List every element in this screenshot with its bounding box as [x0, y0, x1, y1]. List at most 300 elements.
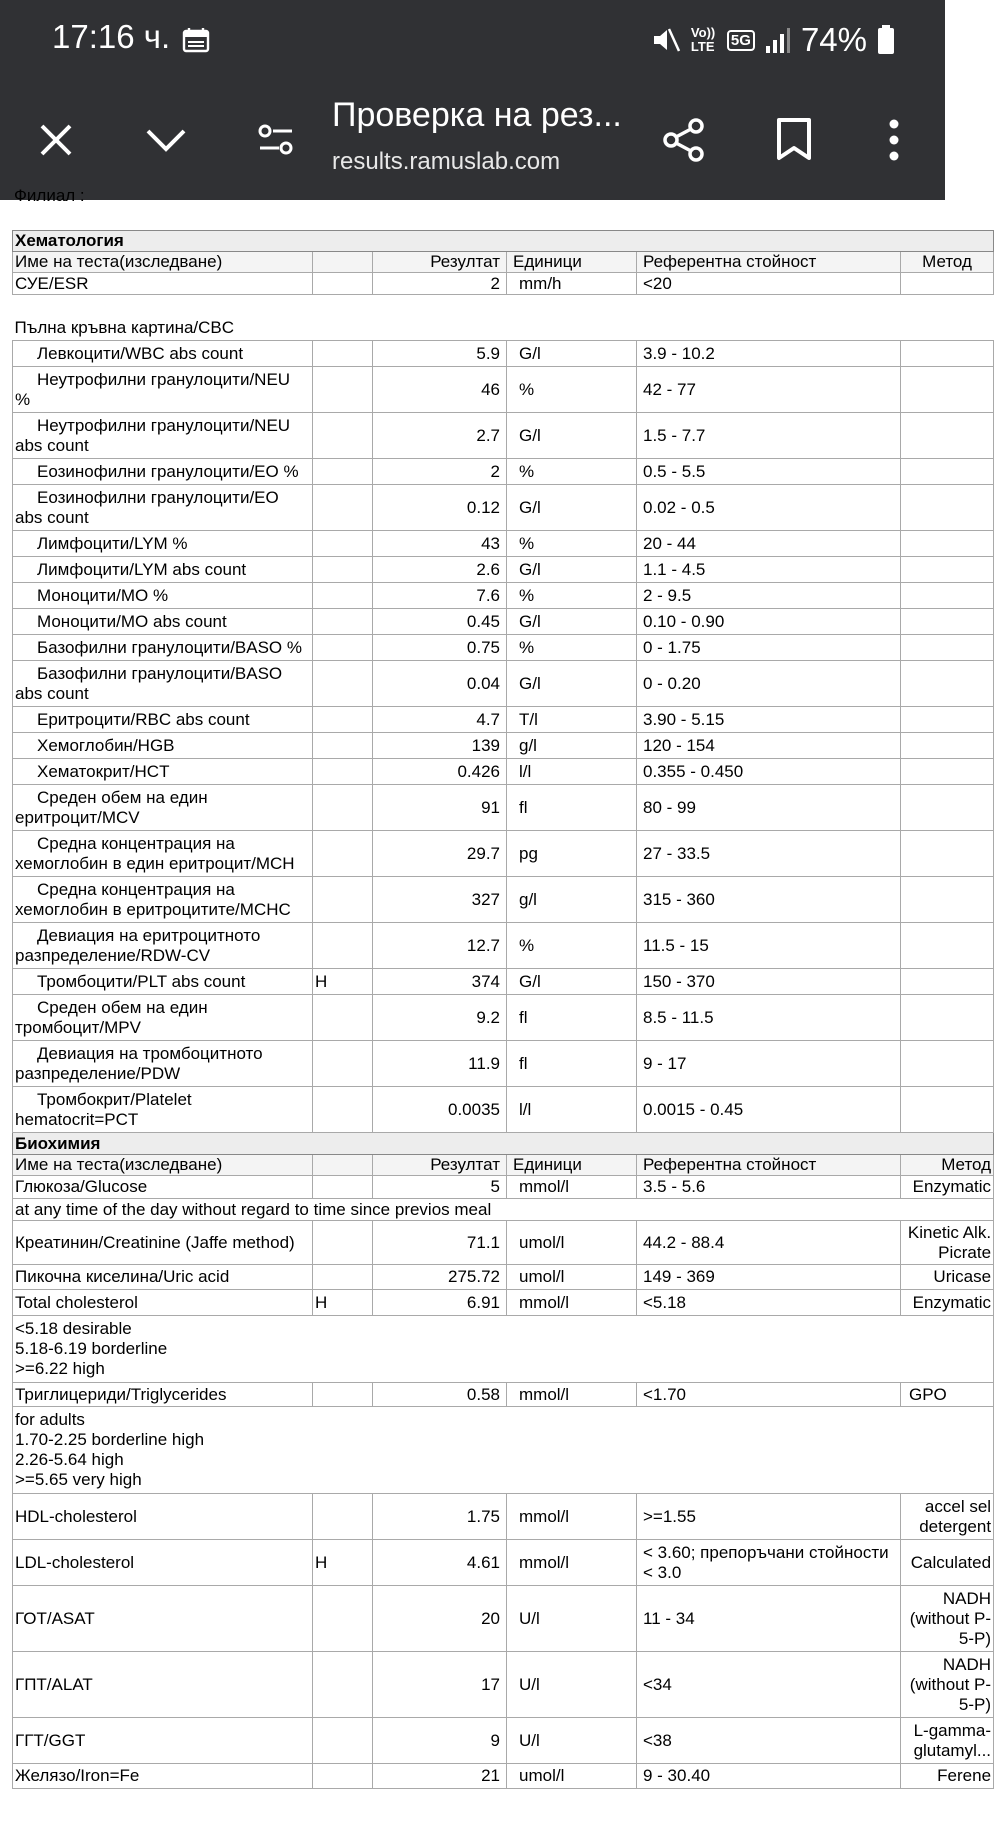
col-reference: Референтна стойност — [637, 252, 901, 273]
test-name — [13, 877, 313, 923]
cbc-title: Пълна кръвна картина/CBC — [13, 295, 994, 341]
test-name — [13, 923, 313, 969]
test-name — [13, 635, 313, 661]
table-row — [13, 1764, 994, 1789]
test-name — [13, 459, 313, 485]
test-name-line1: Моноцити/MO % — [37, 585, 169, 605]
test-flag — [313, 733, 373, 759]
table-row — [13, 413, 994, 459]
test-result: 12.7 — [373, 923, 507, 969]
test-name: LDL-cholesterol — [13, 1540, 313, 1586]
test-name-line2: abs count — [15, 683, 89, 703]
test-name-line1: Лимфоцити/LYM % — [37, 533, 188, 553]
col-result: Резултат — [373, 1155, 507, 1176]
test-flag — [313, 1041, 373, 1087]
test-units: umol/l — [507, 1764, 637, 1789]
test-result: 0.75 — [373, 635, 507, 661]
table-row — [13, 635, 994, 661]
test-units: mmol/l — [507, 1176, 637, 1199]
test-units: fl — [507, 785, 637, 831]
test-method — [901, 413, 994, 459]
test-name-line1: Девиация на еритроцитното — [37, 925, 261, 945]
test-name: Total cholesterol — [13, 1290, 313, 1316]
test-method — [901, 273, 994, 295]
test-flag: H — [313, 1290, 373, 1316]
test-flag — [313, 273, 373, 295]
test-units: % — [507, 459, 637, 485]
test-method — [901, 923, 994, 969]
note-row — [13, 1199, 994, 1221]
close-button[interactable] — [28, 112, 84, 168]
hematology-section — [13, 231, 994, 341]
test-name-line1: Среден обем на един — [37, 787, 208, 807]
test-flag — [313, 1176, 373, 1199]
test-reference: 9 - 30.40 — [637, 1764, 901, 1789]
test-method — [901, 459, 994, 485]
test-method: L-gamma-glutamyl... — [901, 1718, 994, 1764]
test-method — [901, 635, 994, 661]
test-units: G/l — [507, 557, 637, 583]
test-name: Креатинин/Creatinine (Jaffe method) — [13, 1221, 313, 1265]
test-name: ГГТ/GGT — [13, 1718, 313, 1764]
col-flag — [313, 1155, 373, 1176]
table-row — [13, 1290, 994, 1316]
page-url[interactable]: results.ramuslab.com — [332, 148, 561, 175]
test-result: 43 — [373, 531, 507, 557]
share-icon — [662, 118, 706, 162]
table-row — [13, 995, 994, 1041]
test-method: Calculated — [901, 1540, 994, 1586]
test-method — [901, 785, 994, 831]
test-name-line2: разпределение/RDW-CV — [15, 945, 211, 965]
test-reference: 2 - 9.5 — [637, 583, 901, 609]
test-units: mmol/l — [507, 1494, 637, 1540]
table-row — [13, 459, 994, 485]
test-flag — [313, 413, 373, 459]
test-result: 7.6 — [373, 583, 507, 609]
mute-icon — [651, 25, 681, 55]
table-row — [13, 1494, 994, 1540]
test-result: 9 — [373, 1718, 507, 1764]
test-result: 275.72 — [373, 1265, 507, 1290]
test-name — [13, 367, 313, 413]
test-reference: 150 - 370 — [637, 969, 901, 995]
table-row — [13, 1586, 994, 1652]
column-headers — [13, 1155, 994, 1176]
test-reference: 0.02 - 0.5 — [637, 485, 901, 531]
test-method: Ferene — [901, 1764, 994, 1789]
test-name: Желязо/Iron=Fe — [13, 1764, 313, 1789]
test-flag — [313, 1586, 373, 1652]
test-reference: < 3.60; препоръчани стойности < 3.0 — [637, 1540, 901, 1586]
test-method — [901, 1041, 994, 1087]
test-units: U/l — [507, 1718, 637, 1764]
more-vertical-icon — [887, 118, 901, 162]
test-name-line2: hematocrit=PCT — [15, 1109, 139, 1129]
battery-icon — [877, 25, 895, 55]
table-row — [13, 1540, 994, 1586]
col-units: Единици — [507, 252, 637, 273]
glucose-note: at any time of the day without regard to time since previos meal — [13, 1199, 994, 1221]
test-method — [901, 485, 994, 531]
note-row — [13, 1316, 994, 1383]
test-units: pg — [507, 831, 637, 877]
test-result: 139 — [373, 733, 507, 759]
test-method — [901, 1087, 994, 1133]
test-reference: 11.5 - 15 — [637, 923, 901, 969]
test-flag — [313, 1265, 373, 1290]
test-name: Триглицериди/Triglycerides — [13, 1383, 313, 1407]
test-result: 0.04 — [373, 661, 507, 707]
test-units: U/l — [507, 1586, 637, 1652]
test-units: mmol/l — [507, 1383, 637, 1407]
test-units: % — [507, 367, 637, 413]
table-row — [13, 1652, 994, 1718]
test-name-line1: Лимфоцити/LYM abs count — [37, 559, 247, 579]
test-method: accel sel detergent — [901, 1494, 994, 1540]
test-flag — [313, 531, 373, 557]
test-units: G/l — [507, 661, 637, 707]
test-reference: 8.5 - 11.5 — [637, 995, 901, 1041]
table-row — [13, 1221, 994, 1265]
signal-icon — [765, 26, 791, 54]
test-result: 71.1 — [373, 1221, 507, 1265]
test-name — [13, 831, 313, 877]
test-result: 11.9 — [373, 1041, 507, 1087]
test-result: 2 — [373, 273, 507, 295]
test-result: 0.12 — [373, 485, 507, 531]
test-name-line1: Неутрофилни гранулоцити/NEU — [37, 415, 291, 435]
test-reference: 315 - 360 — [637, 877, 901, 923]
test-name-line1: Хемоглобин/HGB — [37, 735, 175, 755]
section-header — [13, 231, 994, 252]
test-result: 0.0035 — [373, 1087, 507, 1133]
test-name-line2: тромбоцит/MPV — [15, 1017, 141, 1037]
col-units: Единици — [507, 1155, 637, 1176]
test-reference: 20 - 44 — [637, 531, 901, 557]
calendar-icon — [183, 28, 209, 52]
bookmark-button[interactable] — [766, 112, 822, 168]
test-method — [901, 531, 994, 557]
col-method: Метод — [901, 252, 994, 273]
test-units: % — [507, 583, 637, 609]
table-row — [13, 923, 994, 969]
test-result: 0.45 — [373, 609, 507, 635]
table-row — [13, 1176, 994, 1199]
status-icons — [651, 18, 895, 62]
share-button[interactable] — [656, 112, 712, 168]
test-name — [13, 707, 313, 733]
test-reference: 0.10 - 0.90 — [637, 609, 901, 635]
test-result: 1.75 — [373, 1494, 507, 1540]
test-name-line2: разпределение/PDW — [15, 1063, 181, 1083]
test-name — [13, 609, 313, 635]
test-reference: 1.5 - 7.7 — [637, 413, 901, 459]
results-table — [12, 230, 994, 1789]
test-units: mmol/l — [507, 1540, 637, 1586]
test-reference: 3.9 - 10.2 — [637, 341, 901, 367]
test-method — [901, 367, 994, 413]
table-row — [13, 1087, 994, 1133]
test-result: 46 — [373, 367, 507, 413]
test-name-line2: хемоглобин в един еритроцит/MCH — [15, 853, 295, 873]
test-method — [901, 969, 994, 995]
test-reference: <5.18 — [637, 1290, 901, 1316]
test-result: 4.7 — [373, 707, 507, 733]
table-row — [13, 531, 994, 557]
test-flag — [313, 877, 373, 923]
test-result: 2.7 — [373, 413, 507, 459]
test-name: ГПТ/ALAT — [13, 1652, 313, 1718]
test-name — [13, 583, 313, 609]
test-method — [901, 995, 994, 1041]
table-row — [13, 367, 994, 413]
test-reference: 27 - 33.5 — [637, 831, 901, 877]
status-bar — [0, 0, 945, 82]
section-title: Биохимия — [13, 1133, 994, 1155]
test-units: g/l — [507, 733, 637, 759]
col-test: Име на теста(изследване) — [13, 252, 313, 273]
col-reference: Референтна стойност — [637, 1155, 901, 1176]
table-row — [13, 661, 994, 707]
test-name-line1: Неутрофилни гранулоцити/NEU — [37, 369, 291, 389]
test-units: % — [507, 635, 637, 661]
test-flag — [313, 557, 373, 583]
browser-nav-bar — [0, 82, 945, 200]
test-name-line1: Тромбоцити/PLT abs count — [37, 971, 246, 991]
test-name-line1: Девиация на тромбоцитното — [37, 1043, 263, 1063]
test-result: 5.9 — [373, 341, 507, 367]
test-units: G/l — [507, 413, 637, 459]
test-flag — [313, 661, 373, 707]
test-units: l/l — [507, 1087, 637, 1133]
test-flag — [313, 341, 373, 367]
browser-top-bar — [0, 0, 945, 200]
test-reference: <34 — [637, 1652, 901, 1718]
test-method: NADH (without P-5-P) — [901, 1586, 994, 1652]
test-name — [13, 413, 313, 459]
test-units: mmol/l — [507, 1290, 637, 1316]
test-units: G/l — [507, 969, 637, 995]
test-result: 5 — [373, 1176, 507, 1199]
test-result: 20 — [373, 1586, 507, 1652]
test-name-line1: Еозинофилни гранулоцити/EO % — [37, 461, 299, 481]
biochemistry-section — [13, 1133, 994, 1789]
test-name — [13, 1087, 313, 1133]
test-name-line2: % — [15, 389, 31, 409]
test-name — [13, 759, 313, 785]
test-name — [13, 995, 313, 1041]
test-name-line1: Хематокрит/HCT — [37, 761, 170, 781]
test-result: 327 — [373, 877, 507, 923]
close-icon — [37, 121, 75, 159]
test-name-line2: abs count — [15, 435, 89, 455]
test-result: 9.2 — [373, 995, 507, 1041]
test-flag — [313, 1764, 373, 1789]
minimize-button[interactable] — [138, 112, 194, 168]
table-row — [13, 969, 994, 995]
test-method: Kinetic Alk. Picrate — [901, 1221, 994, 1265]
test-name — [13, 969, 313, 995]
test-result: 17 — [373, 1652, 507, 1718]
cut-off-label: Филиал : — [14, 186, 85, 205]
test-units: fl — [507, 1041, 637, 1087]
test-name-line1: Средна концентрация на — [37, 833, 235, 853]
test-name — [13, 785, 313, 831]
table-row — [13, 831, 994, 877]
test-name-line1: Еозинофилни гранулоцити/EO — [37, 487, 279, 507]
test-reference: <38 — [637, 1718, 901, 1764]
test-result: 21 — [373, 1764, 507, 1789]
test-result: 2.6 — [373, 557, 507, 583]
test-name-line1: Среден обем на един — [37, 997, 208, 1017]
test-reference: 120 - 154 — [637, 733, 901, 759]
network-label: Vo)) LTE — [690, 25, 716, 54]
test-name — [13, 661, 313, 707]
test-flag — [313, 1494, 373, 1540]
test-flag — [313, 1087, 373, 1133]
test-reference: 0.355 - 0.450 — [637, 759, 901, 785]
table-row — [13, 1383, 994, 1407]
tune-icon — [256, 120, 296, 160]
test-name — [13, 733, 313, 759]
table-row — [13, 1265, 994, 1290]
table-row — [13, 1041, 994, 1087]
test-method — [901, 707, 994, 733]
test-method — [901, 831, 994, 877]
col-method: Метод — [901, 1155, 994, 1176]
table-row — [13, 1718, 994, 1764]
test-flag — [313, 759, 373, 785]
test-reference: 3.90 - 5.15 — [637, 707, 901, 733]
test-reference: 0.5 - 5.5 — [637, 459, 901, 485]
network-5g-badge: 5G — [727, 30, 755, 51]
test-flag — [313, 831, 373, 877]
test-name: Глюкоза/Glucose — [13, 1176, 313, 1199]
test-units: % — [507, 531, 637, 557]
status-time: 17:16 ч. — [52, 18, 171, 55]
site-settings-button[interactable] — [248, 112, 304, 168]
test-name-line1: Еритроцити/RBC abs count — [37, 709, 250, 729]
test-units: U/l — [507, 1652, 637, 1718]
section-title: Хематология — [13, 231, 994, 252]
test-flag: H — [313, 1540, 373, 1586]
test-reference: <1.70 — [637, 1383, 901, 1407]
col-test: Име на теста(изследване) — [13, 1155, 313, 1176]
table-row — [13, 707, 994, 733]
test-flag — [313, 583, 373, 609]
test-reference: 42 - 77 — [637, 367, 901, 413]
test-result: 91 — [373, 785, 507, 831]
test-flag — [313, 635, 373, 661]
test-name — [13, 1041, 313, 1087]
col-result: Резултат — [373, 252, 507, 273]
test-flag — [313, 1221, 373, 1265]
test-result: 6.91 — [373, 1290, 507, 1316]
test-flag — [313, 485, 373, 531]
triglycerides-note: for adults 1.70-2.25 borderline high 2.26-5.64 high >=5.65 very high — [13, 1407, 994, 1494]
cholesterol-note: <5.18 desirable 5.18-6.19 borderline >=6.22 high — [13, 1316, 994, 1383]
test-units: l/l — [507, 759, 637, 785]
test-name-line1: Левкоцити/WBC abs count — [37, 343, 244, 363]
test-name-line1: Базофилни гранулоцити/BASO — [37, 663, 283, 683]
test-reference: 3.5 - 5.6 — [637, 1176, 901, 1199]
test-reference: 11 - 34 — [637, 1586, 901, 1652]
note-row — [13, 1407, 994, 1494]
test-name: СУЕ/ESR — [13, 273, 313, 295]
test-method: Enzymatic — [901, 1176, 994, 1199]
test-flag — [313, 1652, 373, 1718]
test-method — [901, 661, 994, 707]
test-result: 374 — [373, 969, 507, 995]
test-flag — [313, 785, 373, 831]
test-method — [901, 877, 994, 923]
test-flag — [313, 995, 373, 1041]
table-row — [13, 273, 994, 295]
page-content — [0, 186, 992, 1842]
test-name — [13, 557, 313, 583]
test-reference: >=1.55 — [637, 1494, 901, 1540]
test-name: HDL-cholesterol — [13, 1494, 313, 1540]
battery-percent: 74% — [800, 21, 867, 58]
table-row — [13, 557, 994, 583]
bookmark-icon — [776, 118, 812, 162]
test-reference: 9 - 17 — [637, 1041, 901, 1087]
test-units: umol/l — [507, 1221, 637, 1265]
test-units: umol/l — [507, 1265, 637, 1290]
test-result: 2 — [373, 459, 507, 485]
test-units: g/l — [507, 877, 637, 923]
more-options-button[interactable] — [866, 112, 922, 168]
test-name — [13, 341, 313, 367]
hematology-rows — [13, 341, 994, 1133]
test-reference: 44.2 - 88.4 — [637, 1221, 901, 1265]
test-units: G/l — [507, 341, 637, 367]
test-method: Uricase — [901, 1265, 994, 1290]
test-units: G/l — [507, 609, 637, 635]
table-row — [13, 583, 994, 609]
test-name-line2: abs count — [15, 507, 89, 527]
test-reference: 149 - 369 — [637, 1265, 901, 1290]
page-title: Проверка на рез... — [332, 96, 622, 134]
test-method — [901, 341, 994, 367]
test-flag: H — [313, 969, 373, 995]
test-method: Enzymatic — [901, 1290, 994, 1316]
test-result: 0.426 — [373, 759, 507, 785]
test-name-line1: Тромбокрит/Platelet — [37, 1089, 192, 1109]
table-row — [13, 785, 994, 831]
test-name: Пикочна киселина/Uric acid — [13, 1265, 313, 1290]
test-reference: 80 - 99 — [637, 785, 901, 831]
test-method — [901, 759, 994, 785]
test-flag — [313, 609, 373, 635]
chevron-down-icon — [144, 125, 188, 155]
table-row — [13, 341, 994, 367]
test-reference: <20 — [637, 273, 901, 295]
test-reference: 0 - 0.20 — [637, 661, 901, 707]
table-row — [13, 877, 994, 923]
test-method: GPO — [901, 1383, 994, 1407]
test-reference: 0 - 1.75 — [637, 635, 901, 661]
test-method — [901, 583, 994, 609]
test-name — [13, 485, 313, 531]
test-result: 0.58 — [373, 1383, 507, 1407]
test-reference: 1.1 - 4.5 — [637, 557, 901, 583]
test-units: T/l — [507, 707, 637, 733]
table-row — [13, 759, 994, 785]
test-units: % — [507, 923, 637, 969]
test-units: mm/h — [507, 273, 637, 295]
